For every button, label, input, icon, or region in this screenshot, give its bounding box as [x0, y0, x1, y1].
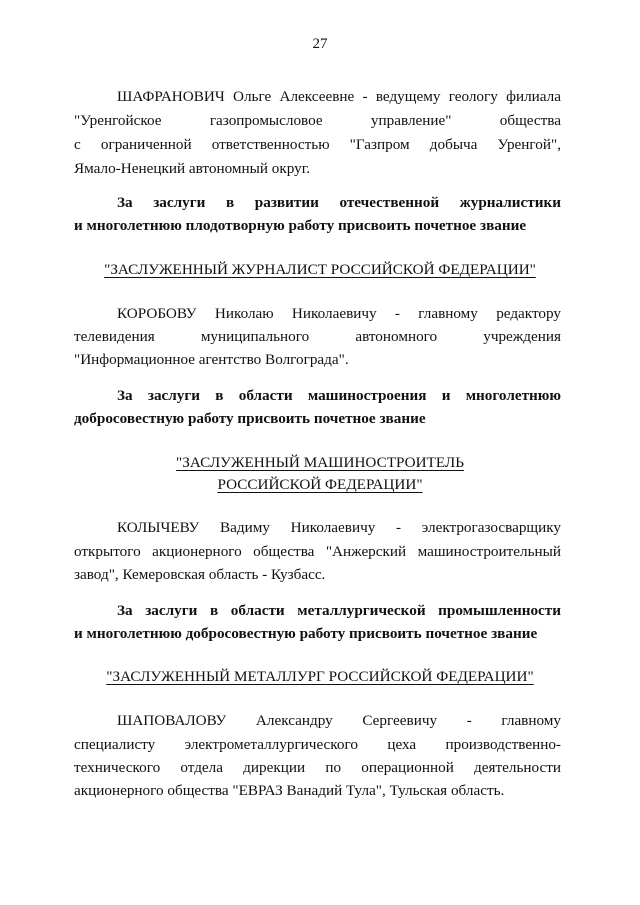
decree-text: За заслуги в области машиностроения и многолетнюю: [117, 387, 561, 404]
recipient-text: телевидения муниципального автономного учреждения: [74, 328, 561, 345]
honorary-title: [40, 453, 600, 473]
recipient-text: завод", Кемеровская область - Кузбасс.: [74, 566, 326, 583]
decree-text: и многолетнюю добросовестную работу присвоить почетное звание: [74, 625, 538, 642]
recipient-text: КОРОБОВУ Николаю Николаевичу - главному редактору: [117, 305, 561, 322]
honorary-title-text: "ЗАСЛУЖЕННЫЙ МЕТАЛЛУРГ РОССИЙСКОЙ ФЕДЕРАЦИИ": [106, 668, 534, 685]
recipient-text: ШАПОВАЛОВУ Александру Сергеевичу - главному: [117, 712, 561, 729]
recipient-text: "Информационное агентство Волгограда".: [74, 351, 349, 368]
recipient-text: открытого акционерного общества "Анжерский машиностроительный: [74, 543, 561, 560]
recipient-text: технического отдела дирекции по операционной деятельности: [74, 759, 561, 776]
recipient-text: специалисту электрометаллургического цеха производственно-: [74, 736, 561, 753]
recipient-text: Ямало-Ненецкий автономный округ.: [74, 160, 311, 177]
decree-text: и многолетнюю плодотворную работу присвоить почетное звание: [74, 217, 527, 234]
recipient-text: КОЛЫЧЕВУ Вадиму Николаевичу - электрогазосварщику: [117, 519, 561, 536]
honorary-title: [40, 475, 600, 495]
honorary-title: [40, 260, 600, 280]
honorary-title-text: РОССИЙСКОЙ ФЕДЕРАЦИИ": [217, 476, 423, 493]
recipient-text: ШАФРАНОВИЧ Ольге Алексеевне - ведущему геологу филиала: [117, 88, 561, 105]
page-number: 27: [312, 36, 328, 52]
honorary-title-text: "ЗАСЛУЖЕННЫЙ ЖУРНАЛИСТ РОССИЙСКОЙ ФЕДЕРАЦИИ": [104, 261, 536, 278]
honorary-title-text: "ЗАСЛУЖЕННЫЙ МАШИНОСТРОИТЕЛЬ: [176, 454, 464, 471]
decree-text: За заслуги в развитии отечественной журналистики: [117, 194, 561, 211]
honorary-title: [40, 667, 600, 687]
decree-text: За заслуги в области металлургической промышленности: [117, 602, 561, 619]
decree-text: добросовестную работу присвоить почетное звание: [74, 410, 426, 427]
recipient-text: "Уренгойское газопромысловое управление" общества: [74, 112, 561, 129]
recipient-text: акционерного общества "ЕВРАЗ Ванадий Тула", Тульская область.: [74, 782, 505, 799]
recipient-text: с ограниченной ответственностью "Газпром добыча Уренгой",: [74, 136, 561, 153]
